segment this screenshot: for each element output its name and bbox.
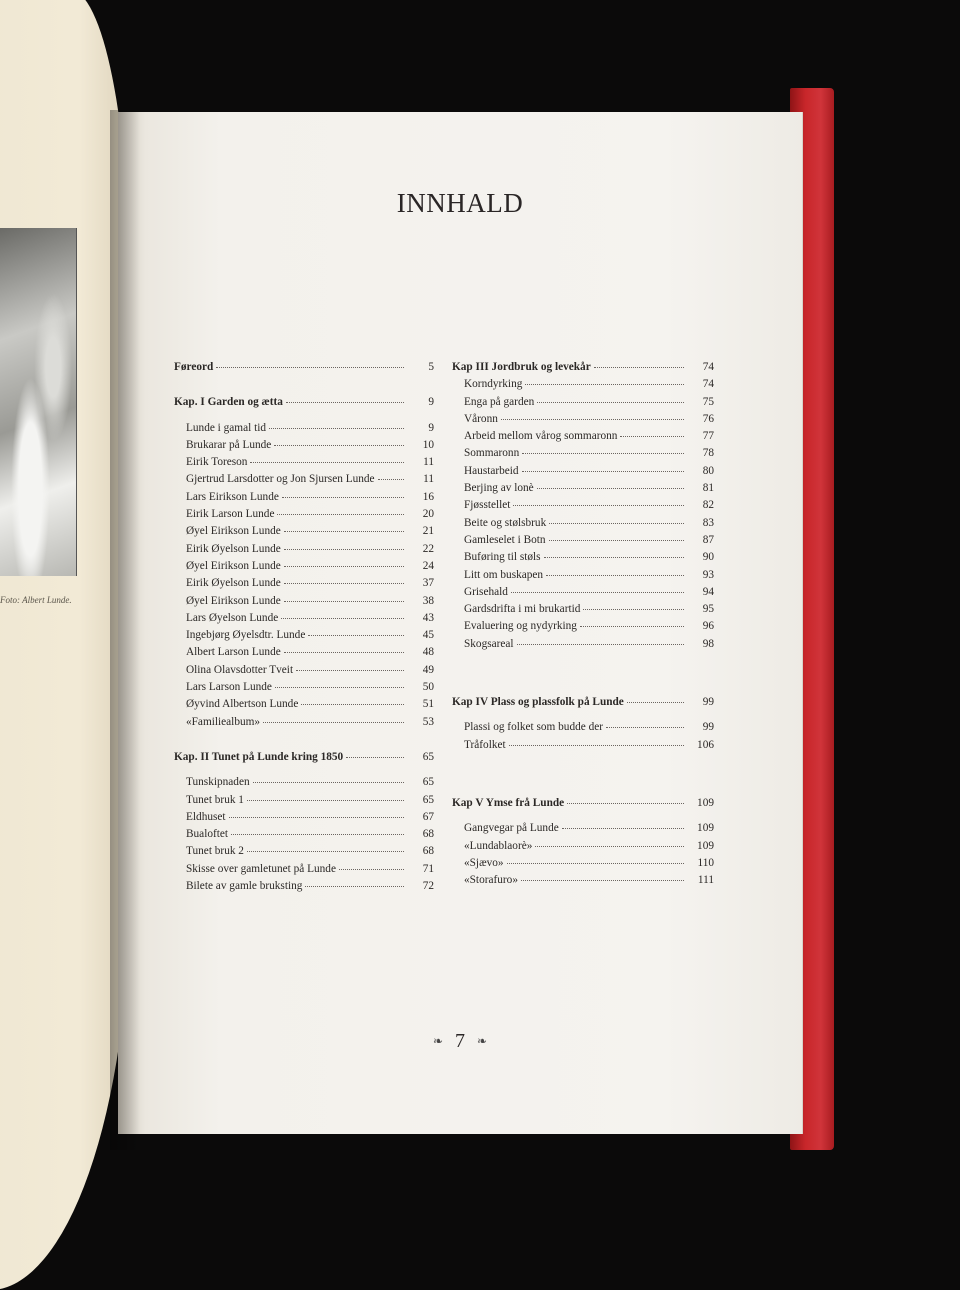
toc-entry-page: 109 [697,822,714,835]
toc-leader-dots [281,607,404,619]
toc-entry-page: 65 [422,776,434,789]
toc-entry-page: 65 [422,750,434,763]
toc-entry-title: Tråfolket [464,738,506,751]
gutter-shadow [110,110,140,1150]
toc-leader-dots [229,806,404,818]
toc-entry-page: 99 [702,696,714,709]
toc-leader-dots [513,494,684,506]
toc-entry-page: 21 [422,525,434,538]
toc-entry-title: Skogsareal [464,637,514,650]
toc-entry-page: 74 [702,378,714,391]
toc-entry-title: Øyel Eirikson Lunde [186,525,281,538]
toc-entry-title: Ingebjørg Øyelsdtr. Lunde [186,629,306,642]
toc-leader-dots [305,875,404,887]
toc-entry-page: 65 [422,793,434,806]
toc-entry-title: Brukarar på Lunde [186,438,272,451]
toc-leader-dots [544,546,684,558]
toc-entry-title: Tunet bruk 2 [186,845,244,858]
toc-chapter-entry [452,794,714,811]
ornament-right-icon: ❧ [477,1034,488,1048]
toc-leader-dots [549,512,684,524]
toc-leader-dots [231,823,404,835]
toc-leader-dots [282,486,404,498]
toc-entry-page: 87 [702,533,714,546]
toc-entry-title: Eirik Larson Lunde [186,508,275,521]
toc-leader-dots [525,373,684,385]
toc-entry-page: 50 [422,681,434,694]
toc-leader-dots [549,529,684,541]
toc-leader-dots [263,711,404,723]
toc-entry-title: Kap IV Plass og plassfolk på Lunde [452,696,624,709]
toc-entry-page: 68 [422,828,434,841]
ornament-left-icon: ❧ [432,1034,443,1048]
toc-leader-dots [537,477,684,489]
toc-chapter-entry [174,748,434,765]
toc-entry-title: Tunet bruk 1 [186,793,244,806]
left-page-photo [0,228,77,576]
toc-leader-dots [606,716,684,728]
toc-leader-dots [253,771,404,783]
toc-leader-dots [546,564,684,576]
toc-entry-page: 98 [702,637,714,650]
photo-caption: Foto: Albert Lunde. [0,595,72,605]
toc-entry-title: Litt om buskapen [464,568,544,581]
toc-column-right [452,358,714,888]
toc-entry-title: Bualoftet [186,828,229,841]
toc-entry-page: 53 [422,715,434,728]
toc-chapter-entry [452,693,714,710]
toc-leader-dots [301,693,404,705]
toc-leader-dots [284,538,404,550]
toc-spacer [452,753,714,794]
toc-chapter-entry [174,393,434,410]
toc-leader-dots [535,835,684,847]
toc-entry-page: 67 [422,810,434,823]
toc-leader-dots [507,852,684,864]
toc-entry-page: 74 [702,361,714,373]
toc-leader-dots [269,417,404,429]
toc-entry-title: Haustarbeid [464,464,519,477]
toc-entry-page: 72 [422,880,434,893]
toc-entry-page: 68 [422,845,434,858]
toc-leader-dots [522,460,684,472]
toc-entry-title: Gamleselet i Botn [464,533,546,546]
toc-entry [452,736,714,753]
toc-entry-title: Eirik Øyelson Lunde [186,542,281,555]
toc-entry-title: Kap. I Garden og ætta [174,396,283,409]
toc-entry-page: 90 [702,551,714,564]
toc-entry-page: 24 [422,559,434,572]
toc-entry-page: 38 [422,594,434,607]
toc-leader-dots [275,676,404,688]
toc-entry-title: Lars Larson Lunde [186,681,272,694]
toc-entry-page: 80 [702,464,714,477]
page-title: INNHALD [396,188,524,218]
toc-entry [174,877,434,894]
toc-entry-title: «Sjævo» [464,856,504,869]
toc-entry-title: Øyel Eirikson Lunde [186,559,281,572]
toc-entry-title: Evaluering og nydyrking [464,620,577,633]
toc-entry-page: 51 [422,698,434,711]
toc-chapter-entry [174,358,434,375]
toc-entry-title: Arbeid mellom vårog sommaronn [464,430,618,443]
toc-entry-page: 20 [422,508,434,521]
toc-leader-dots [274,434,404,446]
toc-entry-page: 81 [702,482,714,495]
toc-entry-page: 11 [423,456,434,469]
toc-entry-title: Olina Olavsdotter Tveit [186,663,294,676]
toc-leader-dots [247,840,404,852]
toc-leader-dots [594,356,684,368]
toc-leader-dots [501,408,684,420]
toc-entry-page: 106 [697,738,714,751]
toc-leader-dots [339,858,404,870]
toc-leader-dots [277,503,404,515]
toc-entry-page: 45 [422,629,434,642]
toc-entry-title: Eirik Toreson [186,456,248,469]
toc-entry-title: Bilete av gamle bruksting [186,880,303,893]
toc-leader-dots [567,792,684,804]
toc-entry-page: 37 [422,577,434,590]
toc-entry-title: Albert Larson Lunde [186,646,281,659]
toc-entry-title: Føreord [174,361,214,373]
toc-column-left [174,358,434,894]
toc-leader-dots [284,520,404,532]
toc-entry-page: 77 [702,430,714,443]
toc-leader-dots [247,789,404,801]
toc-leader-dots [284,555,404,567]
contents-page [118,112,802,1134]
toc-entry-page: 49 [422,663,434,676]
toc-entry-title: Gangvegar på Lunde [464,822,559,835]
toc-entry-title: Kap V Ymse frå Lunde [452,796,565,809]
toc-entry-page: 78 [702,447,714,460]
toc-entry-page: 22 [422,542,434,555]
toc-entry-page: 95 [702,603,714,616]
toc-entry-page: 10 [422,438,434,451]
toc-entry-title: Våronn [464,412,498,425]
toc-leader-dots [511,581,684,593]
toc-leader-dots [521,869,684,881]
toc-entry-page: 96 [702,620,714,633]
toc-leader-dots [284,641,404,653]
toc-entry-page: 11 [423,473,434,486]
toc-entry-title: Plassi og folket som budde der [464,721,603,734]
toc-entry-title: Øyvind Albertson Lunde [186,698,299,711]
toc-entry-page: 109 [697,839,714,852]
toc-entry-title: Eldhuset [186,810,226,823]
toc-entry-title: «Familiealbum» [186,715,261,728]
toc-leader-dots [308,624,404,636]
toc-entry-title: Gardsdrifta i mi brukartid [464,603,581,616]
toc-spacer [452,652,714,693]
toc-entry-title: Gjertrud Larsdotter og Jon Sjursen Lunde [186,473,375,486]
toc-entry-page: 43 [422,611,434,624]
toc-leader-dots [284,590,404,602]
toc-entry-title: Beite og stølsbruk [464,516,547,529]
toc-entry-page: 83 [702,516,714,529]
toc-entry-title: «Lundablaorè» [464,839,533,852]
page-number: 7 [455,1030,465,1052]
toc-entry-title: Sommaronn [464,447,520,460]
toc-entry-title: Lunde i gamal tid [186,421,266,434]
toc-leader-dots [509,734,684,746]
toc-entry-title: Berjing av lonè [464,482,534,495]
toc-entry-title: Øyel Eirikson Lunde [186,594,281,607]
toc-entry-page: 82 [702,499,714,512]
toc-leader-dots [378,468,404,480]
toc-entry-page: 75 [702,395,714,408]
toc-entry-page: 9 [428,396,434,409]
toc-entry-page: 109 [697,796,714,809]
toc-leader-dots [286,391,404,403]
toc-entry-page: 110 [697,856,714,869]
toc-leader-dots [250,451,404,463]
toc-leader-dots [346,746,404,758]
toc-entry-page: 5 [428,361,434,373]
toc-entry-title: Kap III Jordbruk og levekår [452,361,591,373]
toc-entry-title: Tunskipnaden [186,776,250,789]
toc-leader-dots [216,356,404,368]
toc-entry-title: «Storafuro» [464,874,518,887]
toc-entry [452,635,714,652]
toc-entry [452,871,714,888]
toc-leader-dots [620,425,684,437]
toc-entry-title: Fjøsstellet [464,499,511,512]
toc-leader-dots [522,442,684,454]
toc-entry-title: Enga på garden [464,395,535,408]
toc-leader-dots [517,633,684,645]
toc-leader-dots [583,598,684,610]
toc-entry-title: Lars Eirikson Lunde [186,490,279,503]
toc-leader-dots [562,817,684,829]
toc-entry-title: Eirik Øyelson Lunde [186,577,281,590]
toc-entry-title: Lars Øyelson Lunde [186,611,279,624]
toc-leader-dots [627,691,684,703]
toc-entry-page: 93 [702,568,714,581]
toc-entry-page: 76 [702,412,714,425]
toc-entry-page: 9 [428,421,434,434]
toc-leader-dots [296,659,404,671]
toc-entry-title: Skisse over gamletunet på Lunde [186,862,336,875]
toc-entry-page: 99 [702,721,714,734]
toc-leader-dots [537,391,684,403]
toc-entry-title: Grisehald [464,585,508,598]
toc-entry-page: 94 [702,585,714,598]
toc-entry-title: Buføring til støls [464,551,541,564]
toc-entry-page: 16 [422,490,434,503]
toc-entry-title: Korndyrking [464,378,523,391]
toc-entry [174,713,434,730]
toc-leader-dots [284,572,404,584]
toc-entry-page: 111 [697,874,714,887]
page-footer [118,1030,802,1053]
toc-entry-page: 71 [422,862,434,875]
toc-leader-dots [580,615,684,627]
toc-entry-page: 48 [422,646,434,659]
toc-entry-title: Kap. II Tunet på Lunde kring 1850 [174,750,344,763]
